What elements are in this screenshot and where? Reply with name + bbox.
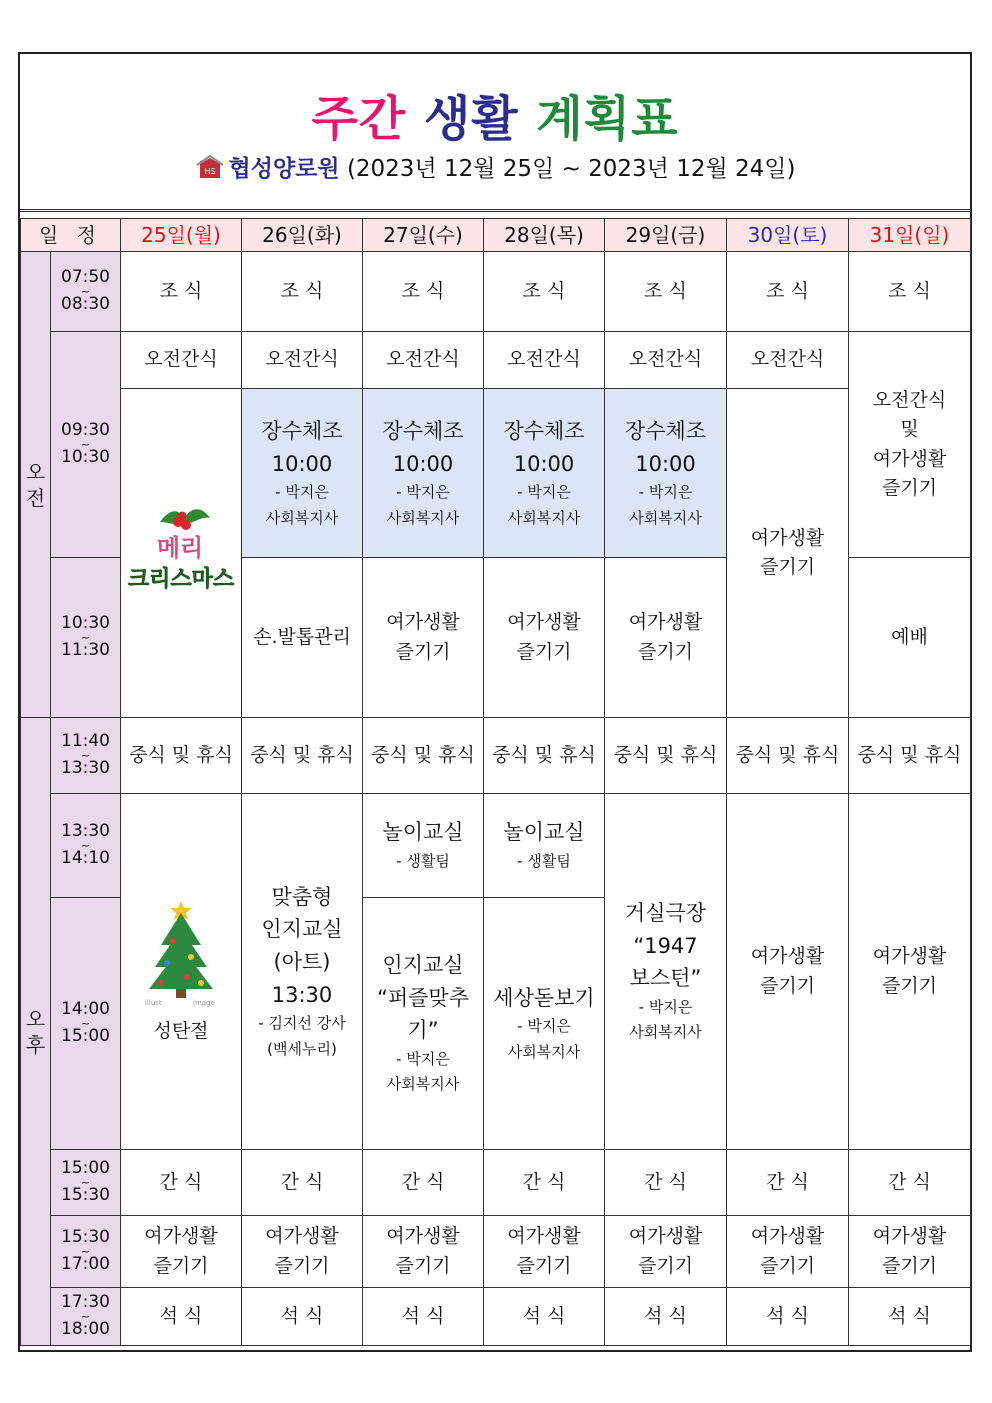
- cell-am-snack-sun: 오전간식 및 여가생활 즐기기: [849, 332, 971, 558]
- svg-text:메리: 메리: [156, 534, 204, 563]
- cell-lunch: 중식 및 휴식: [605, 718, 727, 794]
- cell-dinner: 석 식: [242, 1288, 363, 1346]
- cell-pm-snack: 간 식: [849, 1150, 971, 1216]
- cell-am-snack: 오전간식: [484, 332, 605, 389]
- cell-play-class: 놀이교실 - 생활팀: [363, 794, 484, 898]
- weekly-schedule-table: [20, 218, 971, 1346]
- cell-breakfast: 조 식: [363, 252, 484, 332]
- christmas-tree-icon: [141, 897, 221, 1007]
- cell-lunch: 중식 및 휴식: [484, 718, 605, 794]
- time-slot-3: 10:30 ~ 11:30: [51, 558, 121, 718]
- time-slot-5: 13:30 ~ 14:10: [51, 794, 121, 898]
- cell-leisure: 여가생활 즐기기: [605, 1216, 727, 1288]
- time-slot-8: 15:30 ~ 17:00: [51, 1216, 121, 1288]
- time-slot-7: 15:00 ~ 15:30: [51, 1150, 121, 1216]
- cell-dinner: 석 식: [121, 1288, 242, 1346]
- page-subtitle: [20, 150, 970, 183]
- cell-christmas-day: [121, 794, 242, 1150]
- cell-longevity-exercise: 장수체조 10:00 - 박지은 사회복지사: [242, 389, 363, 558]
- org-logo-icon: [195, 154, 225, 180]
- cell-pm-snack: 간 식: [363, 1150, 484, 1216]
- svg-text:HS: HS: [203, 167, 216, 176]
- schedule-header: 일 정: [21, 219, 121, 252]
- period-pm: 오 후: [21, 718, 51, 1346]
- day-header-tue: 26일(화): [242, 219, 363, 252]
- day-header-fri: 29일(금): [605, 219, 727, 252]
- cell-lunch: 중식 및 휴식: [849, 718, 971, 794]
- svg-text:illust: illust: [145, 999, 162, 1008]
- time-slot-4: 11:40 ~ 13:30: [51, 718, 121, 794]
- day-header-sat: 30일(토): [727, 219, 849, 252]
- cell-breakfast: 조 식: [484, 252, 605, 332]
- title-word-life: 생활: [423, 91, 519, 147]
- cell-longevity-exercise: 장수체조 10:00 - 박지은 사회복지사: [363, 389, 484, 558]
- cell-breakfast: 조 식: [727, 252, 849, 332]
- cell-longevity-exercise: 장수체조 10:00 - 박지은 사회복지사: [605, 389, 727, 558]
- cell-custom-cognitive-class: 맞춤형 인지교실 (아트) 13:30 - 김지선 강사 (백세누리): [242, 794, 363, 1150]
- cell-leisure: 여가생활 즐기기: [727, 794, 849, 1150]
- cell-play-class: 놀이교실 - 생활팀: [484, 794, 605, 898]
- cell-am-snack: 오전간식: [121, 332, 242, 389]
- cell-am-snack: 오전간식: [363, 332, 484, 389]
- period-am: 오 전: [21, 252, 51, 718]
- cell-leisure: 여가생활 즐기기: [849, 794, 971, 1150]
- time-slot-1: 07:50 ~ 08:30: [51, 252, 121, 332]
- schedule-document: [18, 52, 972, 1352]
- date-range: (2023년 12월 25일 ~ 2023년 12월 24일): [346, 156, 796, 182]
- cell-leisure: 여가생활 즐기기: [849, 1216, 971, 1288]
- cell-pm-snack: 간 식: [484, 1150, 605, 1216]
- page-title: [20, 80, 970, 149]
- svg-text:크리스마스: 크리스마스: [127, 567, 235, 593]
- cell-leisure: 여가생활 즐기기: [363, 1216, 484, 1288]
- cell-dinner: 석 식: [727, 1288, 849, 1346]
- cell-leisure: 여가생활 즐기기: [242, 1216, 363, 1288]
- day-header-mon: 25일(월): [121, 219, 242, 252]
- title-word-weekly: 주간: [311, 91, 407, 147]
- cell-leisure: 여가생활 즐기기: [727, 1216, 849, 1288]
- svg-text:image: image: [193, 999, 215, 1008]
- cell-am-snack: 오전간식: [727, 332, 849, 389]
- cell-leisure: 여가생활 즐기기: [605, 558, 727, 718]
- cell-pm-snack: 간 식: [727, 1150, 849, 1216]
- cell-lunch: 중식 및 휴식: [121, 718, 242, 794]
- cell-dinner: 석 식: [849, 1288, 971, 1346]
- cell-dinner: 석 식: [605, 1288, 727, 1346]
- cell-leisure: 여가생활 즐기기: [484, 1216, 605, 1288]
- cell-dinner: 석 식: [363, 1288, 484, 1346]
- cell-hand-foot-care: 손.발톱관리: [242, 558, 363, 718]
- cell-living-room-theater: 거실극장 “1947 보스턴” - 박지은 사회복지사: [605, 794, 727, 1150]
- cell-dinner: 석 식: [484, 1288, 605, 1346]
- cell-am-snack: 오전간식: [242, 332, 363, 389]
- cell-breakfast: 조 식: [849, 252, 971, 332]
- day-header-thu: 28일(목): [484, 219, 605, 252]
- cell-lunch: 중식 및 휴식: [242, 718, 363, 794]
- cell-pm-snack: 간 식: [605, 1150, 727, 1216]
- cell-lunch: 중식 및 휴식: [727, 718, 849, 794]
- cell-leisure: 여가생활 즐기기: [484, 558, 605, 718]
- org-name: 협성양로원: [228, 156, 340, 182]
- title-word-plan: 계획표: [536, 91, 679, 147]
- cell-lunch: 중식 및 휴식: [363, 718, 484, 794]
- merry-christmas-art-icon: [122, 500, 240, 596]
- cell-leisure: 여가생활 즐기기: [363, 558, 484, 718]
- cell-world-view: 세상돋보기 - 박지은 사회복지사: [484, 898, 605, 1150]
- cell-breakfast: 조 식: [605, 252, 727, 332]
- day-header-wed: 27일(수): [363, 219, 484, 252]
- cell-leisure: 여가생활 즐기기: [121, 1216, 242, 1288]
- cell-breakfast: 조 식: [121, 252, 242, 332]
- cell-leisure-sat: 여가생활 즐기기: [727, 389, 849, 718]
- cell-worship: 예배: [849, 558, 971, 718]
- cell-breakfast: 조 식: [242, 252, 363, 332]
- christmas-day-label: 성탄절: [153, 1019, 209, 1042]
- cell-am-snack: 오전간식: [605, 332, 727, 389]
- cell-pm-snack: 간 식: [121, 1150, 242, 1216]
- time-slot-9: 17:30 ~ 18:00: [51, 1288, 121, 1346]
- cell-pm-snack: 간 식: [242, 1150, 363, 1216]
- cell-cognitive-puzzle: 인지교실 “퍼즐맞추기” - 박지은 사회복지사: [363, 898, 484, 1150]
- time-slot-2: 09:30 ~ 10:30: [51, 332, 121, 558]
- cell-christmas-art: [121, 389, 242, 718]
- cell-longevity-exercise: 장수체조 10:00 - 박지은 사회복지사: [484, 389, 605, 558]
- time-slot-6: 14:00 ~ 15:00: [51, 898, 121, 1150]
- document-header: [20, 54, 970, 212]
- day-header-sun: 31일(일): [849, 219, 971, 252]
